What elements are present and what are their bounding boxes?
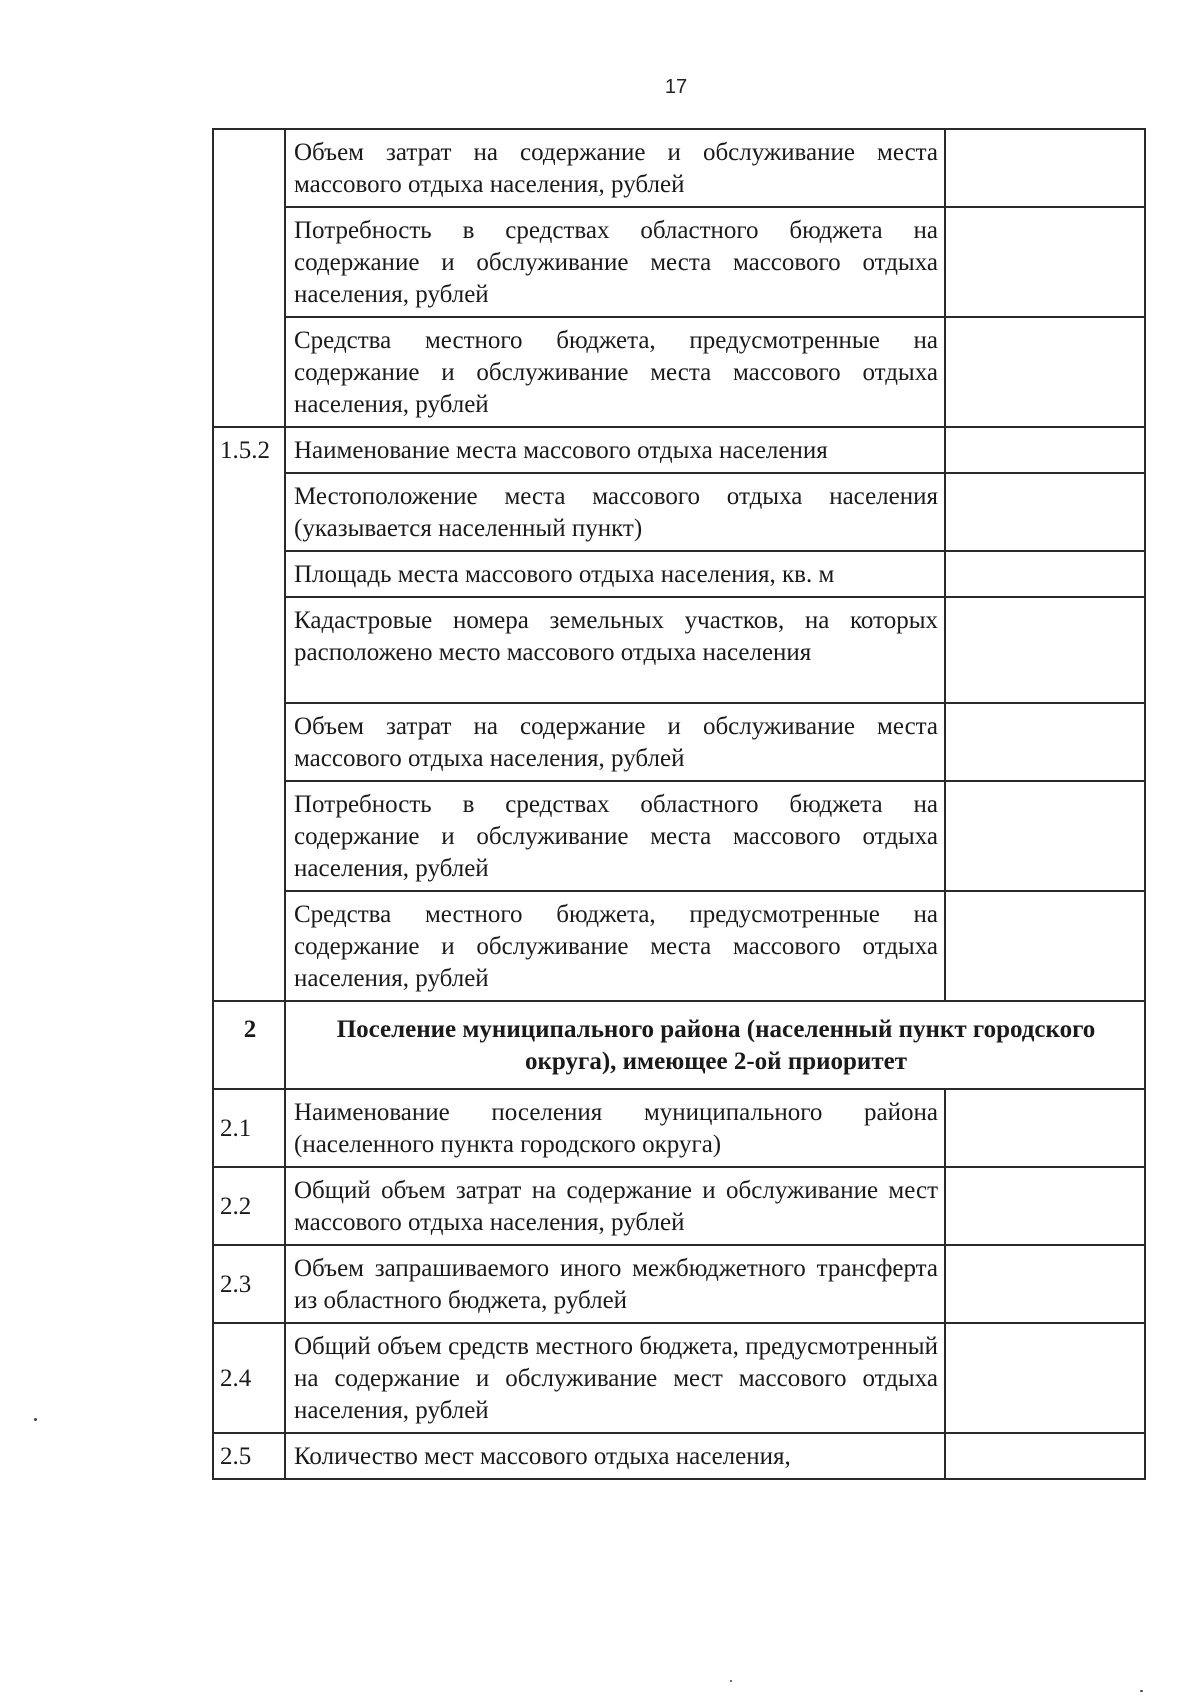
row-label: Площадь места массового отдыха населения, кв. м (285, 551, 945, 597)
row-label: Наименование места массового отдыха населения (285, 427, 945, 473)
table-row (213, 1245, 1145, 1323)
row-label: Средства местного бюджета, предусмотренные на содержание и обслуживание места массового отдыха населения, рублей (285, 891, 945, 1001)
row-label: Местоположение места массового отдыха населения (указывается населенный пункт) (285, 473, 945, 551)
row-label: Общий объем затрат на содержание и обслуживание мест массового отдыха населения, рублей (285, 1167, 945, 1245)
page-number: 17 (664, 76, 688, 98)
section-number: 2 (213, 1001, 285, 1089)
value-cell (945, 427, 1145, 473)
scan-speck (730, 1680, 732, 1682)
table-row (213, 703, 1145, 781)
table-row (213, 207, 1145, 317)
row-label: Кадастровые номера земельных участков, на которых расположено место массового отдыха населения (285, 597, 945, 703)
value-cell (945, 891, 1145, 1001)
row-label: Объем запрашиваемого иного межбюджетного трансферта из областного бюджета, рублей (285, 1245, 945, 1323)
row-label: Потребность в средствах областного бюджета на содержание и обслуживание места массового отдыха населения, рублей (285, 207, 945, 317)
table-row (213, 1089, 1145, 1167)
value-cell (945, 473, 1145, 551)
row-label: Потребность в средствах областного бюджета на содержание и обслуживание места массового отдыха населения, рублей (285, 781, 945, 891)
value-cell (945, 1433, 1145, 1479)
value-cell (945, 703, 1145, 781)
table-row (213, 129, 1145, 207)
row-number: 2.5 (213, 1433, 285, 1479)
scan-speck (34, 1418, 37, 1421)
table-row (213, 317, 1145, 427)
value-cell (945, 317, 1145, 427)
value-cell (945, 1089, 1145, 1167)
scan-speck (1140, 1690, 1143, 1692)
value-cell (945, 551, 1145, 597)
section-header-row (213, 1001, 1145, 1089)
row-label: Наименование поселения муниципального района (населенного пункта городского округа) (285, 1089, 945, 1167)
table-row (213, 597, 1145, 703)
row-label: Объем затрат на содержание и обслуживание места массового отдыха населения, рублей (285, 129, 945, 207)
value-cell (945, 781, 1145, 891)
row-label: Объем затрат на содержание и обслуживание места массового отдыха населения, рублей (285, 703, 945, 781)
table-row (213, 427, 1145, 473)
table-row (213, 551, 1145, 597)
value-cell (945, 207, 1145, 317)
row-number-cell (213, 129, 285, 427)
value-cell (945, 1245, 1145, 1323)
table-row (213, 781, 1145, 891)
value-cell (945, 129, 1145, 207)
row-number: 2.4 (213, 1323, 285, 1433)
row-number: 2.2 (213, 1167, 285, 1245)
value-cell (945, 1323, 1145, 1433)
value-cell (945, 597, 1145, 703)
table-row (213, 891, 1145, 1001)
row-label: Количество мест массового отдыха населения, (285, 1433, 945, 1479)
row-number: 2.1 (213, 1089, 285, 1167)
table-row (213, 473, 1145, 551)
row-label: Средства местного бюджета, предусмотренные на содержание и обслуживание места массового отдыха населения, рублей (285, 317, 945, 427)
section-title: Поселение муниципального района (населенный пункт городского округа), имеющее 2-ой приоритет (285, 1001, 1145, 1089)
table-row (213, 1323, 1145, 1433)
table-row (213, 1167, 1145, 1245)
row-number: 1.5.2 (213, 427, 285, 1001)
value-cell (945, 1167, 1145, 1245)
row-label: Общий объем средств местного бюджета, предусмотренный на содержание и обслуживание мест массового отдыха населения, рублей (285, 1323, 945, 1433)
table-row (213, 1433, 1145, 1479)
row-number: 2.3 (213, 1245, 285, 1323)
report-table (212, 128, 1146, 1480)
